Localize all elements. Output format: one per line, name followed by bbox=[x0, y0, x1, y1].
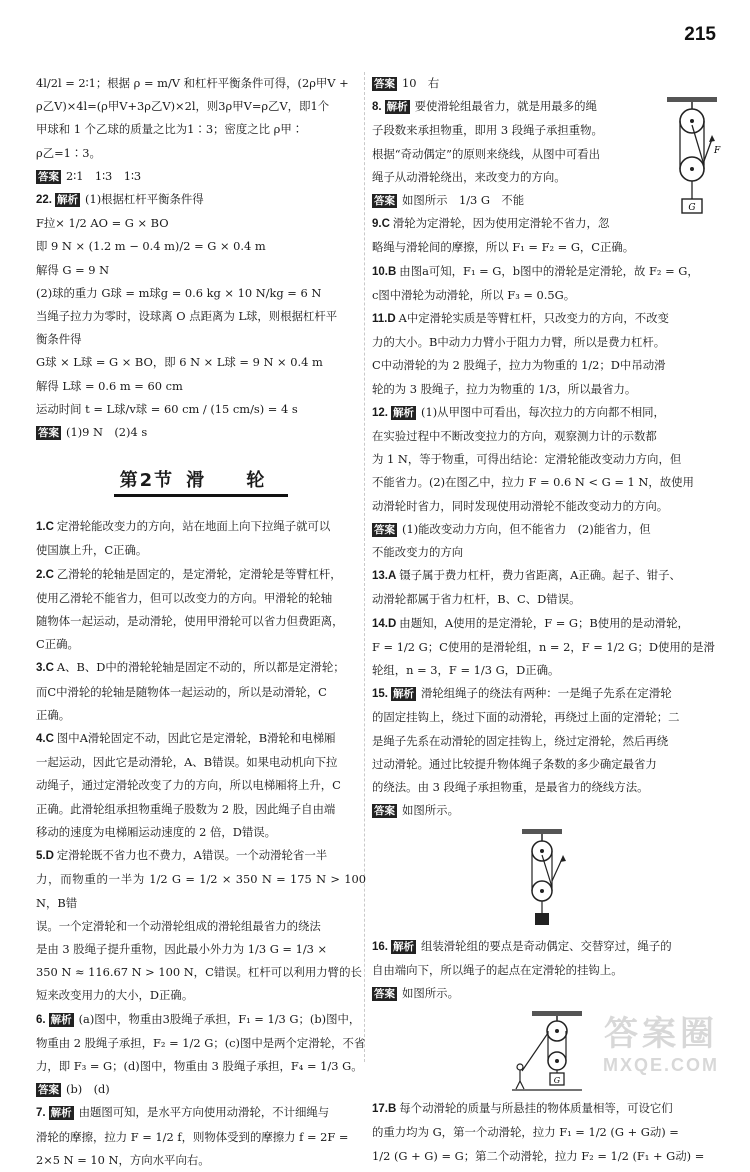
answer-line bbox=[372, 518, 722, 541]
question-6 bbox=[36, 1008, 366, 1102]
answers-1-5 bbox=[36, 515, 366, 1007]
text-content: 由图a可知，F₁ = G，b图中的滑轮是定滑轮，故 F₂ = G， bbox=[399, 263, 699, 278]
text-content: 定滑轮能改变力的方向，站在地面上向下拉绳子就可以 bbox=[56, 519, 331, 534]
answer-tag: 答案 bbox=[374, 805, 395, 818]
text-line: 正确。此滑轮组承担物重绳子股数为 2 股，因此绳子自由端 bbox=[36, 801, 336, 816]
text-line: 一起运动，因此它是动滑轮，A、B错误。如果电动机向下拉 bbox=[36, 755, 338, 770]
text-content: 定滑轮既不省力也不费力，A错误。一个动滑轮省一半 bbox=[56, 848, 328, 863]
text-line: 1/2 (G + G) = G；第二个动滑轮，拉力 F₂ = 1/2 (F₁ + G动) = bbox=[372, 1148, 705, 1163]
right-column bbox=[372, 72, 722, 1168]
answer-text: (b) (d) bbox=[66, 1082, 110, 1097]
text-line: 短来改变用力的大小，D正确。 bbox=[36, 988, 194, 1003]
text-line: 子段数来承担物重，即用 3 段绳子承担重物。 bbox=[372, 123, 603, 138]
text-line: 不能改变力的方向 bbox=[372, 545, 464, 560]
answer-tag: 答案 bbox=[38, 427, 59, 440]
force-arrow bbox=[560, 855, 566, 862]
answer-line bbox=[372, 982, 722, 1005]
person-head bbox=[517, 1064, 523, 1070]
question-number: 15. bbox=[372, 688, 388, 701]
weight-block bbox=[535, 913, 549, 925]
text-line: 动滑轮都属于省力杠杆，B、C、D错误。 bbox=[372, 592, 581, 607]
question-number: 17.B bbox=[372, 1103, 397, 1116]
text-content: 乙滑轮的轮轴是固定的，是定滑轮，定滑轮是等臂杠杆， bbox=[56, 566, 342, 581]
question-number: 8. bbox=[372, 101, 382, 114]
question-number: 2.C bbox=[36, 568, 54, 581]
text-line: 的重力均为 G，第一个动滑轮，拉力 F₁ = 1/2 (G + G动) = bbox=[372, 1125, 679, 1140]
left-column bbox=[36, 72, 366, 1172]
text-line: 即 9 N × (1.2 m − 0.4 m)/2 = G × 0.4 m bbox=[36, 239, 266, 254]
q21-continuation bbox=[36, 72, 366, 188]
answer-text: 2∶1 1∶3 1∶3 bbox=[66, 168, 142, 183]
question-number: 7. bbox=[36, 1107, 46, 1120]
text-line bbox=[36, 188, 366, 212]
text-line: 力，而物重的一半为 1/2 G = 1/2 × 350 N = 175 N > 100 N，B错 bbox=[36, 872, 366, 910]
force-arrow bbox=[709, 135, 715, 142]
text-line bbox=[372, 935, 722, 959]
text-line: 滑轮的摩擦，拉力 F = 1/2 f，则物体受到的摩擦力 f = 2F = bbox=[36, 1129, 349, 1144]
text-line: 绳子从动滑轮绕出，来改变力的方向。 bbox=[372, 169, 566, 184]
analysis-tag: 解析 bbox=[393, 406, 414, 419]
text-line bbox=[372, 307, 722, 331]
ceiling-bar bbox=[532, 1011, 582, 1016]
pulley-diagram-q15 bbox=[512, 829, 572, 929]
question-number: 3.C bbox=[36, 662, 54, 675]
pulley-axle bbox=[555, 1029, 559, 1033]
question-number: 6. bbox=[36, 1013, 46, 1026]
text-content: 由题知，A使用的是定滑轮，F = G；B使用的是动滑轮， bbox=[399, 615, 689, 630]
text-content: (1)根据杠杆平衡条件得 bbox=[85, 192, 204, 207]
text-line: 使用乙滑轮不能省力，但可以改变力的方向。甲滑轮的轮轴 bbox=[36, 590, 333, 605]
answer-text: (1)能改变动力方向，但不能省力 (2)能省力，但 bbox=[402, 521, 651, 536]
pull-rope bbox=[552, 859, 562, 881]
question-12 bbox=[372, 401, 722, 564]
pulley-axle bbox=[690, 119, 694, 123]
text-line: 在实验过程中不断改变拉力的方向，观察测力计的示数都 bbox=[372, 429, 657, 444]
text-line bbox=[36, 1101, 366, 1125]
question-8 bbox=[372, 95, 722, 212]
text-line bbox=[372, 564, 722, 588]
text-line: 力，即 F₃ = G；(d)图中，物重由 3 股绳子承担，F₄ = 1/3 G。 bbox=[36, 1058, 363, 1073]
text-line bbox=[372, 260, 722, 284]
ceiling-bar bbox=[522, 829, 562, 834]
text-line bbox=[372, 1097, 722, 1121]
text-line: 正确。 bbox=[36, 707, 71, 722]
text-line bbox=[36, 727, 366, 751]
text-line: 是绳子先系在动滑轮的固定挂钩上，绕过定滑轮，然后再绕 bbox=[372, 733, 669, 748]
analysis-tag: 解析 bbox=[50, 1013, 72, 1026]
text-line: 随物体一起运动，是动滑轮，使用甲滑轮可以省力但费距离， bbox=[36, 614, 344, 629]
answers-13-14 bbox=[372, 564, 722, 682]
text-line: 2×5 N = 10 N，方向水平向右。 bbox=[36, 1152, 210, 1167]
section-number: 第2节 bbox=[119, 470, 175, 492]
analysis-tag: 解析 bbox=[57, 194, 78, 207]
text-line: (2)球的重力 G球 = m球g = 0.6 kg × 10 N/kg = 6 N bbox=[36, 285, 322, 300]
question-number: 11.D bbox=[372, 313, 396, 326]
analysis-tag: 解析 bbox=[393, 688, 414, 701]
text-line: 移动的速度为电梯厢运动速度的 2 倍，D错误。 bbox=[36, 824, 277, 839]
text-line: 的固定挂钩上，绕过下面的动滑轮，再绕过上面的定滑轮；二 bbox=[372, 710, 680, 725]
answer-text: 如图所示。 bbox=[402, 803, 459, 818]
text-line: 根据“奇动偶定”的原则来绕线，从图中可看出 bbox=[372, 146, 601, 161]
text-content: 组装滑轮组的要点是奇动偶定、交替穿过，绳子的 bbox=[421, 938, 672, 953]
section-title bbox=[36, 466, 366, 497]
text-content: 要使滑轮组最省力，就是用最多的绳 bbox=[414, 99, 597, 114]
text-line bbox=[36, 515, 366, 539]
text-line: 略绳与滑轮间的摩擦，所以 F₁ = F₂ = G，C正确。 bbox=[372, 240, 635, 255]
text-content: (a)图中，物重由3股绳子承担，F₁ = 1/3 G；(b)图中， bbox=[78, 1011, 361, 1026]
analysis-tag: 解析 bbox=[393, 940, 414, 953]
watermark-domain: MXQE.COM bbox=[602, 1055, 719, 1075]
text-line: 甲球和 1 个乙球的质量之比为1∶3；密度之比 ρ甲∶ bbox=[36, 122, 304, 137]
text-line: 不能省力。(2)在图乙中，拉力 F = 0.6 N < G = 1 N，故使用 bbox=[372, 475, 694, 490]
text-content: A、B、D中的滑轮轮轴是固定不动的，所以都是定滑轮； bbox=[56, 660, 345, 675]
text-line: C中动滑轮的为 2 股绳子，拉力为物重的 1/2；D中吊动滑 bbox=[372, 358, 666, 373]
question-number: 9.C bbox=[372, 218, 390, 231]
answers-9-11 bbox=[372, 212, 722, 401]
pulley-axle bbox=[690, 167, 694, 171]
answer-tag: 答案 bbox=[38, 1084, 59, 1097]
text-line bbox=[36, 656, 366, 680]
watermark-logo bbox=[586, 1006, 736, 1076]
pulley-axle bbox=[540, 849, 544, 853]
text-line: 自由端向下，所以绳子的起点在定滑轮的挂钩上。 bbox=[372, 962, 623, 977]
text-line: 过动滑轮。通过比较提升物体绳子条数的多少确定最省力 bbox=[372, 756, 657, 771]
question-number: 16. bbox=[372, 940, 388, 953]
text-line: F拉× 1/2 AO = G × BO bbox=[36, 216, 169, 231]
person-leg bbox=[516, 1081, 520, 1089]
text-line: 解得 G = 9 N bbox=[36, 262, 110, 277]
section-heading bbox=[114, 466, 289, 497]
text-line: F = 1/2 G；C使用的是滑轮组，n = 2，F = 1/2 G；D使用的是滑 bbox=[372, 639, 715, 654]
answer-tag: 答案 bbox=[374, 78, 395, 90]
text-line: 物重由 2 股绳子承担，F₂ = 1/2 G；(c)图中是两个定滑轮，不省 bbox=[36, 1035, 366, 1050]
question-22 bbox=[36, 188, 366, 444]
force-label: F bbox=[714, 146, 721, 157]
text-content: A中定滑轮实质是等臂杠杆，只改变力的方向，不改变 bbox=[398, 311, 669, 326]
text-line bbox=[372, 401, 722, 425]
question-15 bbox=[372, 682, 722, 928]
question-7 bbox=[36, 1101, 366, 1172]
text-line: c图中滑轮为动滑轮，所以 F₃ = 0.5G。 bbox=[372, 287, 576, 302]
text-line: 动绳子，通过定滑轮改变了力的方向，所以电梯厢将上升，C bbox=[36, 778, 341, 793]
question-number: 22. bbox=[36, 194, 52, 207]
text-content: 由题图可知，是水平方向使用动滑轮，不计细绳与 bbox=[78, 1105, 330, 1120]
weight-label: G bbox=[553, 1076, 561, 1086]
text-line bbox=[372, 95, 654, 119]
section-name: 滑 轮 bbox=[186, 470, 283, 492]
text-line: 使国旗上升，C正确。 bbox=[36, 543, 148, 558]
question-17 bbox=[372, 1097, 722, 1168]
text-line bbox=[36, 563, 366, 587]
text-line: 误。一个定滑轮和一个动滑轮组成的滑轮组最省力的绕法 bbox=[36, 918, 321, 933]
text-content: 图中A滑轮固定不动，因此它是定滑轮，B滑轮和电梯厢 bbox=[56, 731, 336, 746]
text-line: 是由 3 股绳子提升重物，因此最小外力为 1/3 G = 1/3 × bbox=[36, 941, 328, 956]
person-leg bbox=[520, 1081, 524, 1089]
question-number: 5.D bbox=[36, 850, 54, 863]
answer-tag: 答案 bbox=[374, 195, 395, 208]
text-line: 解得 L球 = 0.6 m = 60 cm bbox=[36, 378, 183, 393]
answer-line bbox=[372, 189, 654, 212]
text-line: ρ乙V)×4l=(ρ甲V+3ρ乙V)×2l，则3ρ甲V=ρ乙V，即1个 bbox=[36, 99, 330, 114]
analysis-tag: 解析 bbox=[386, 101, 408, 114]
analysis-tag: 解析 bbox=[50, 1107, 72, 1120]
text-content: 滑轮为定滑轮，因为使用定滑轮不省力，忽 bbox=[392, 216, 610, 231]
text-line: 力的大小。B中动力力臂小于阻力力臂，所以是费力杠杆。 bbox=[372, 335, 666, 350]
text-line: G球 × L球 = G × BO，即 6 N × L球 = 9 N × 0.4 m bbox=[36, 355, 323, 370]
text-line bbox=[372, 682, 722, 706]
text-line: 轮的为 3 股绳子，拉力为物重的 1/3，所以最省力。 bbox=[372, 381, 637, 396]
text-line: 的绕法。由 3 段绳子承担物重，是最省力的绕线方法。 bbox=[372, 780, 649, 795]
text-line: ρ乙=1∶3。 bbox=[36, 145, 101, 160]
answer-line bbox=[36, 421, 366, 444]
page-number: 215 bbox=[684, 24, 716, 45]
ceiling-bar bbox=[667, 97, 717, 102]
text-line: 当绳子拉力为零时，设球离 O 点距离为 L球，则根据杠杆平 bbox=[36, 309, 338, 324]
text-line: 350 N ≈ 116.67 N > 100 N，C错误。杠杆可以利用力臂的长 bbox=[36, 965, 362, 980]
answer-tag: 答案 bbox=[374, 523, 395, 536]
answer-tag: 答案 bbox=[374, 987, 395, 1000]
text-line: 为 1 N，等于物重，可得出结论：定滑轮能改变动力方向，但 bbox=[372, 452, 682, 467]
text-line: 运动时间 t = L球/v球 = 60 cm / (15 cm/s) = 4 s bbox=[36, 401, 298, 416]
answer-text: 如图所示。 bbox=[402, 985, 459, 1000]
pulley-diagram-q8 bbox=[662, 95, 722, 225]
question-number: 14.D bbox=[372, 617, 397, 630]
text-line: 轮组，n = 3，F = 1/3 G，D正确。 bbox=[372, 663, 560, 678]
answer-line bbox=[36, 165, 366, 188]
text-line: 衡条件得 bbox=[36, 332, 82, 347]
answer-line bbox=[372, 72, 722, 95]
text-line: C正确。 bbox=[36, 637, 79, 652]
answer-line bbox=[372, 799, 722, 822]
answer-tag: 答案 bbox=[38, 170, 59, 183]
text-line bbox=[36, 1008, 366, 1032]
text-line: 4l/2l = 2∶1；根据 ρ = m/V 和杠杆平衡条件可得，(2ρ甲V + bbox=[36, 76, 349, 90]
pulley-axle bbox=[540, 889, 544, 893]
text-line: 动滑轮时省力，同时发现使用动滑轮不能改变动力的方向。 bbox=[372, 498, 669, 513]
answer-text: (1)9 N (2)4 s bbox=[66, 425, 148, 440]
answer-text: 如图所示 1/3 G 不能 bbox=[402, 193, 525, 208]
text-line bbox=[372, 612, 722, 636]
question-number: 10.B bbox=[372, 265, 397, 278]
weight-label: G bbox=[688, 203, 696, 214]
watermark-text: 答案圈 bbox=[604, 1015, 718, 1053]
pull-rope bbox=[522, 1033, 548, 1071]
text-content: 镊子属于费力杠杆，费力省距离，A正确。起子、钳子、 bbox=[399, 568, 681, 583]
question-number: 1.C bbox=[36, 521, 54, 534]
text-content: 每个动滑轮的质量与所悬挂的物体质量相等，可设它们 bbox=[399, 1101, 673, 1116]
answer-text: 10 右 bbox=[402, 76, 440, 90]
pulley-axle bbox=[555, 1059, 559, 1063]
pulley-diagram-q16 bbox=[502, 1011, 592, 1091]
text-line: 而C中滑轮的轮轴是随物体一起运动的，所以是动滑轮，C bbox=[36, 684, 327, 699]
question-number: 12. bbox=[372, 406, 388, 419]
question-number: 4.C bbox=[36, 733, 54, 746]
text-content: (1)从甲图中可看出，每次拉力的方向都不相同， bbox=[421, 404, 665, 419]
q8-text bbox=[372, 95, 654, 212]
text-content: 滑轮组绳子的绕法有两种：一是绳子先系在定滑轮 bbox=[421, 686, 672, 701]
text-line bbox=[36, 844, 366, 868]
question-number: 13.A bbox=[372, 570, 397, 583]
pull-rope bbox=[704, 139, 712, 161]
